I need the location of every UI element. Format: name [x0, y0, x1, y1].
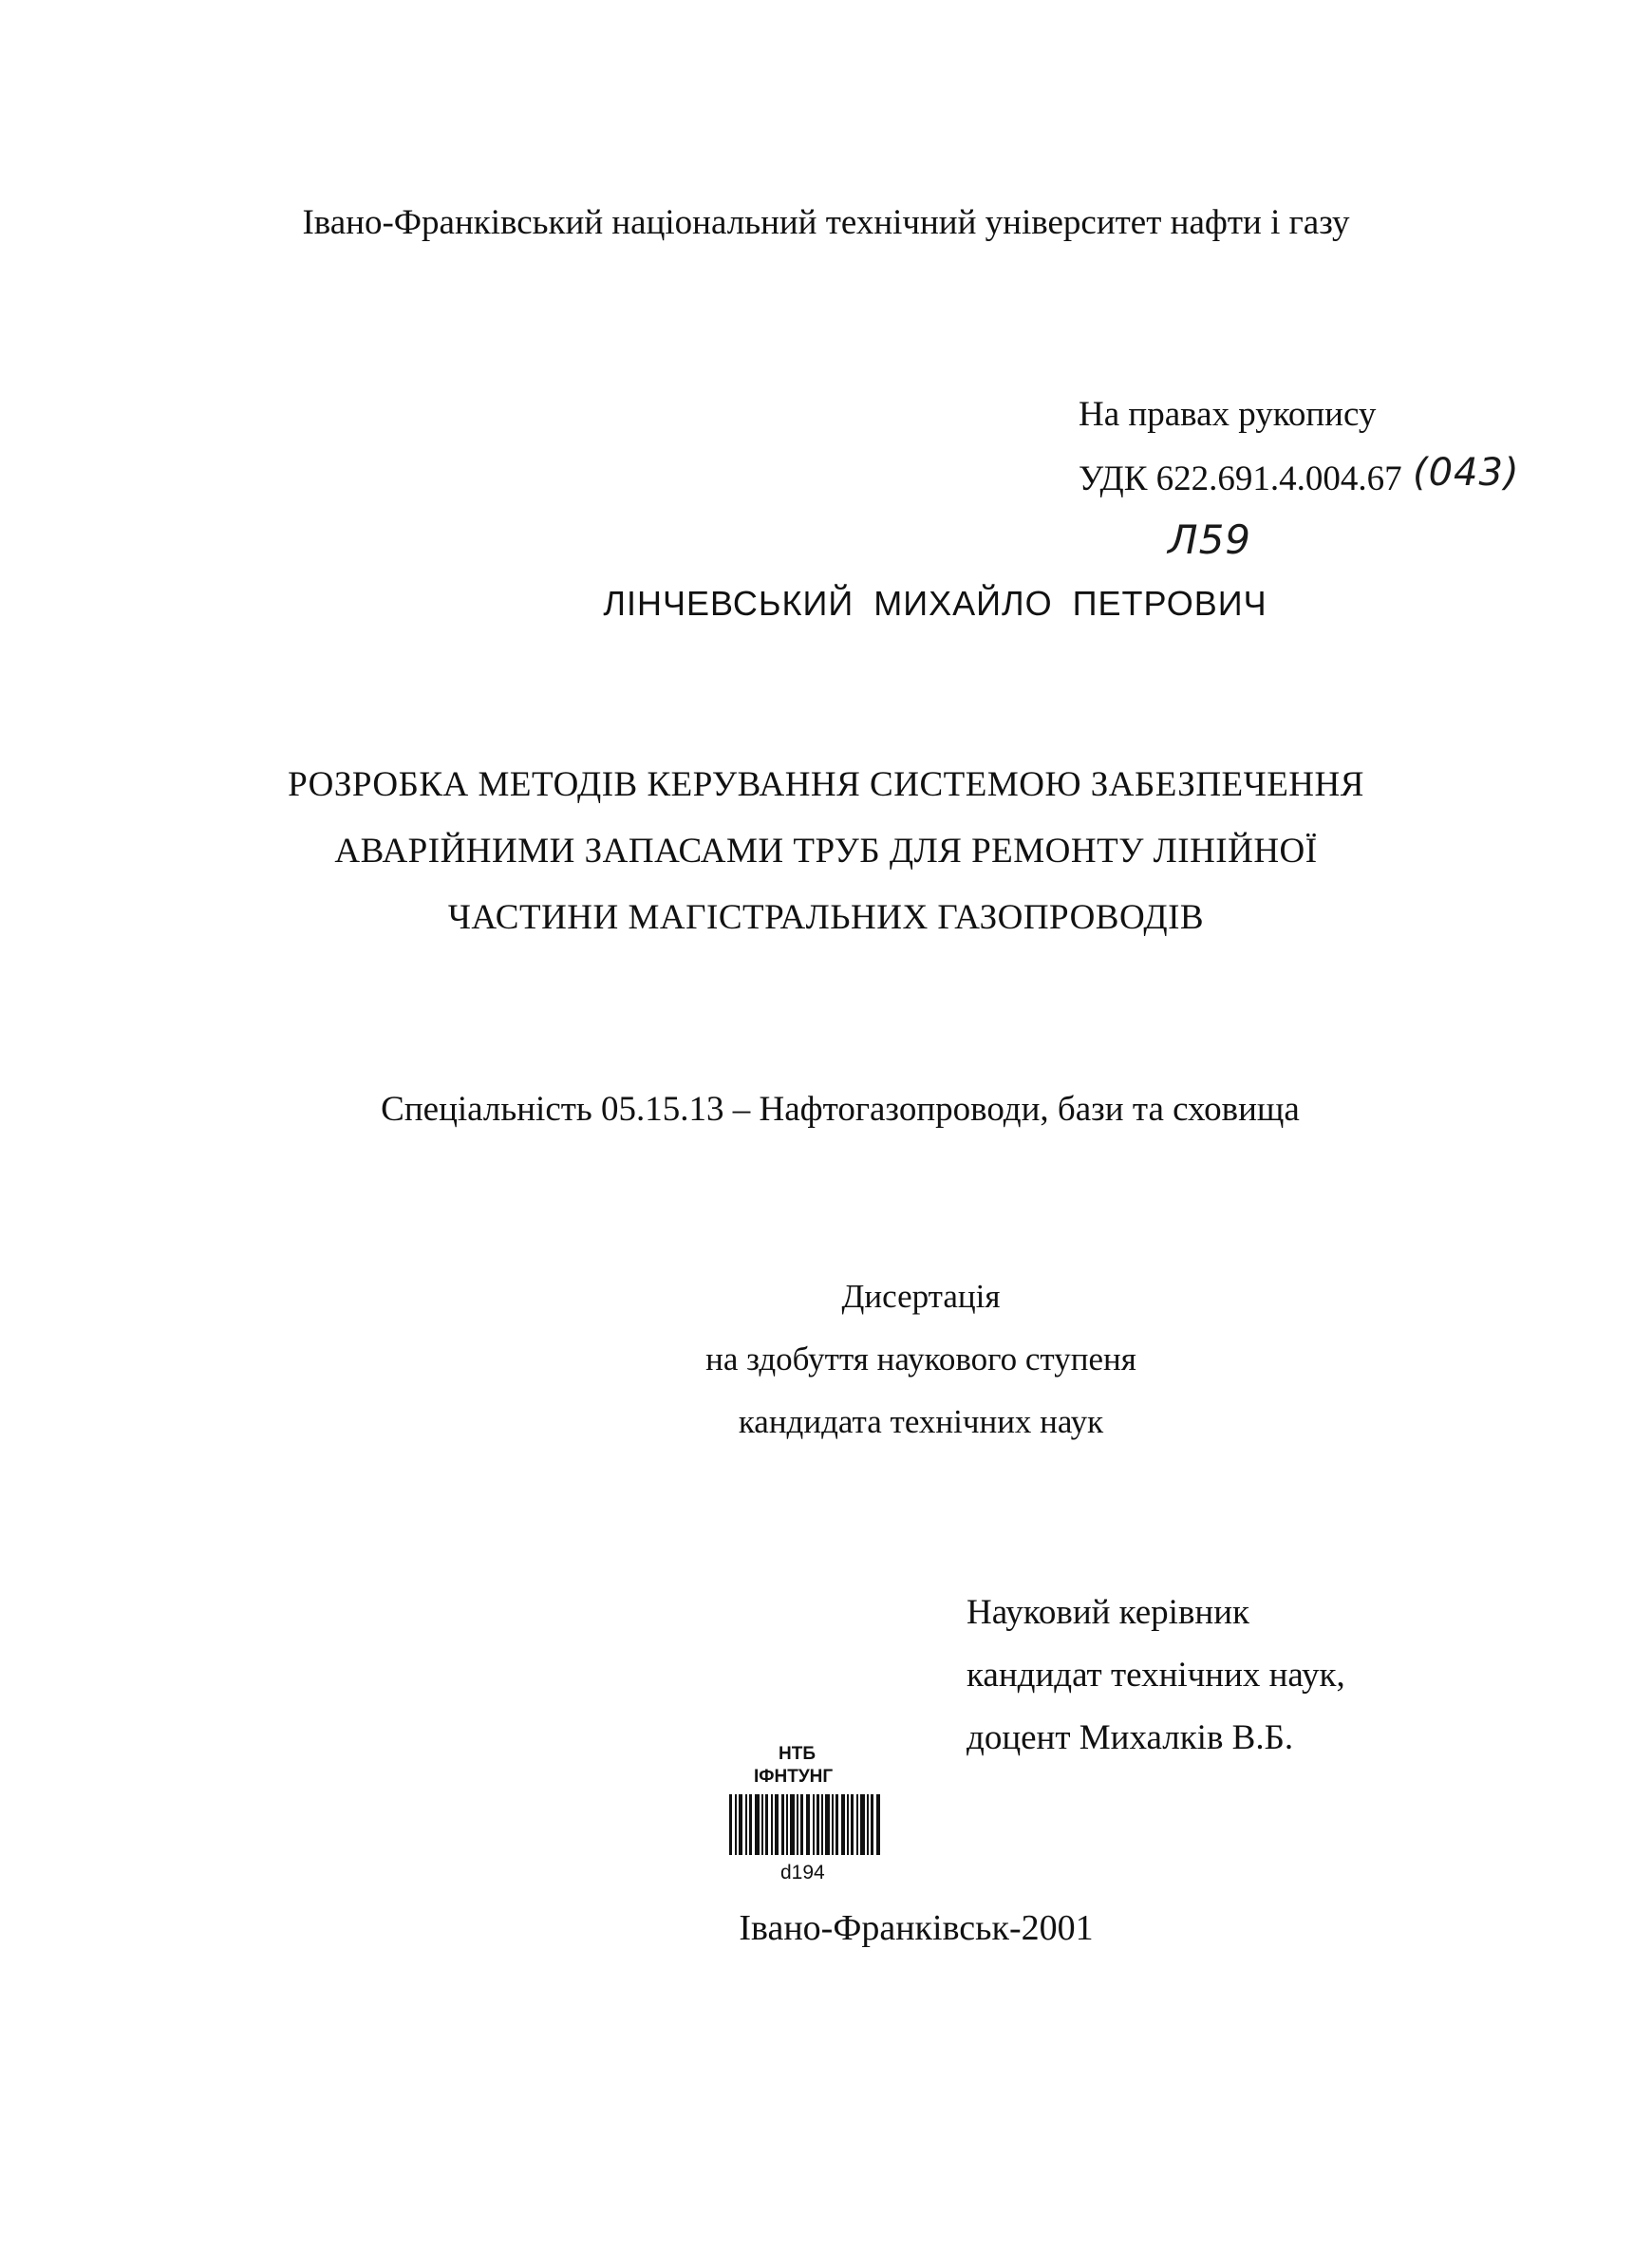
degree-line-3: кандидата технічних наук — [738, 1403, 1104, 1440]
title-line-2: АВАРІЙНИМИ ЗАПАСАМИ ТРУБ ДЛЯ РЕМОНТУ ЛІНІЙНОЇ — [334, 832, 1318, 871]
title-line-3: ЧАСТИНИ МАГІСТРАЛЬНИХ ГАЗОПРОВОДІВ — [447, 898, 1205, 937]
stamp-number: d194 — [780, 1862, 825, 1884]
supervisor-line-2: кандидат технічних наук, — [967, 1656, 1345, 1695]
degree-line-2: на здобуття наукового ступеня — [705, 1340, 1136, 1378]
title-line-1: РОЗРОБКА МЕТОДІВ КЕРУВАННЯ СИСТЕМОЮ ЗАБЕЗПЕЧЕННЯ — [288, 765, 1364, 804]
specialty-line: Спеціальність 05.15.13 – Нафтогазопроводи, бази та сховища — [381, 1090, 1300, 1129]
supervisor-line-1: Науковий керівник — [967, 1593, 1249, 1632]
dissertation-degree — [0, 1280, 1652, 1468]
udc-code: УДК 622.691.4.004.67 — [1079, 459, 1402, 498]
university-name: Івано-Франківський національний технічний університет нафти і газу — [302, 203, 1350, 242]
barcode-icon — [729, 1794, 883, 1855]
dissertation-title — [0, 767, 1652, 966]
handwritten-library-code: Л59 — [1168, 516, 1252, 563]
city-year: Івано-Франківськ-2001 — [739, 1908, 1094, 1948]
degree-line-1: Дисертація — [841, 1278, 1001, 1315]
supervisor-line-3: доцент Михалків В.Б. — [967, 1718, 1294, 1757]
manuscript-note: На правах рукопису — [1079, 395, 1377, 434]
udc-handwritten-suffix: (043) — [1413, 451, 1520, 495]
supervisor-block — [967, 1595, 1345, 1783]
library-stamp — [723, 1745, 885, 1897]
stamp-line-2: ІФНТУНГ — [754, 1767, 834, 1787]
stamp-line-1: НТБ — [779, 1744, 816, 1764]
author-name: ЛІНЧЕВСЬКИЙ МИХАЙЛО ПЕТРОВИЧ — [603, 584, 1267, 623]
